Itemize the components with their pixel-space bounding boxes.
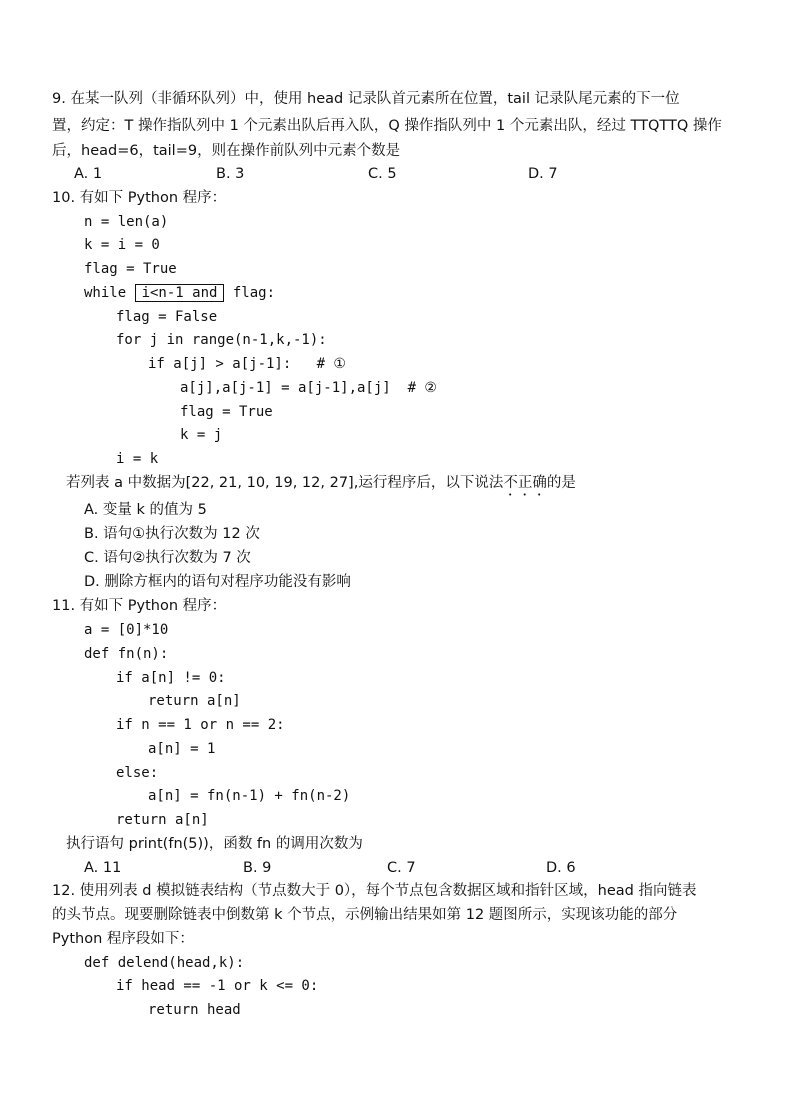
q9-option-a: A. 1 [74,166,103,182]
code-line: return head [148,1002,241,1018]
code-line: a = [0]*10 [84,622,169,638]
q10-emphasis-text: 不正确 [503,475,547,491]
code-line: k = j [180,427,223,443]
code-line-statement-1: if a[j] > a[j-1]: # ① [148,356,346,372]
code-line: if head == -1 or k <= 0: [116,978,319,994]
q11-option-c: C. 7 [387,860,416,876]
q9-option-d: D. 7 [528,166,558,182]
code-line: flag = True [180,404,273,420]
code-line: return a[n] [116,812,209,828]
code-line: flag = False [116,309,218,325]
q12-stem-line3: Python 程序段如下： [52,931,194,947]
q10-option-b: B. 语句①执行次数为 12 次 [84,526,260,542]
q10-option-d: D. 删除方框内的语句对程序功能没有影响 [84,574,351,590]
while-line [84,284,275,302]
q9-option-b: B. 3 [216,166,245,182]
code-line: return a[n] [148,693,241,709]
code-line-statement-2: a[j],a[j-1] = a[j-1],a[j] # ② [180,380,437,396]
q10-question-prefix: 若列表 a 中数据为[22, 21, 10, 19, 12, 27],运行程序后，以下说法 [66,475,504,491]
code-line: flag = True [84,261,177,277]
q10-question-suffix: 的是 [546,475,576,491]
q11-question: 执行语句 print(fn(5))，函数 fn 的调用次数为 [66,836,363,852]
q9-stem-line3: 后，head=6，tail=9，则在操作前队列中元素个数是 [52,143,401,159]
while-suffix: flag: [224,285,276,301]
q10-question [66,474,576,499]
code-line: n = len(a) [84,214,169,230]
q9-stem-line1: 9. 在某一队列（非循环队列）中，使用 head 记录队首元素所在位置，tail 记录队尾元素的下一位 [52,91,680,107]
code-line: i = k [116,451,159,467]
while-keyword: while [84,285,135,301]
q10-option-a: A. 变量 k 的值为 5 [84,502,207,518]
q11-option-a: A. 11 [84,860,122,876]
q12-stem-line2: 的头节点。现要删除链表中倒数第 k 个节点，示例输出结果如第 12 题图所示，实现该功能的部分 [52,907,678,923]
code-line: def delend(head,k): [84,955,245,971]
code-line: a[n] = fn(n-1) + fn(n-2) [148,788,351,804]
q10-option-c: C. 语句②执行次数为 7 次 [84,550,251,566]
code-line: def fn(n): [84,646,169,662]
code-line: if a[n] != 0: [116,670,226,686]
q11-option-b: B. 9 [243,860,272,876]
code-line: for j in range(n-1,k,-1): [116,332,327,348]
q12-stem-line1: 12. 使用列表 d 模拟链表结构（节点数大于 0），每个节点包含数据区域和指针区域，head 指向链表 [52,883,697,899]
code-line: a[n] = 1 [148,741,216,757]
code-line: else: [116,765,159,781]
q11-stem: 11. 有如下 Python 程序： [52,598,227,614]
q9-option-c: C. 5 [368,166,397,182]
q11-option-d: D. 6 [546,860,576,876]
code-line: if n == 1 or n == 2: [116,717,285,733]
q10-stem: 10. 有如下 Python 程序： [52,190,227,206]
code-line: k = i = 0 [84,237,160,253]
boxed-condition: i<n-1 and [135,284,225,302]
q9-stem-line2: 置，约定：T 操作指队列中 1 个元素出队后再入队，Q 操作指队列中 1 个元素出队，经过 TTQTTQ 操作 [52,118,722,134]
